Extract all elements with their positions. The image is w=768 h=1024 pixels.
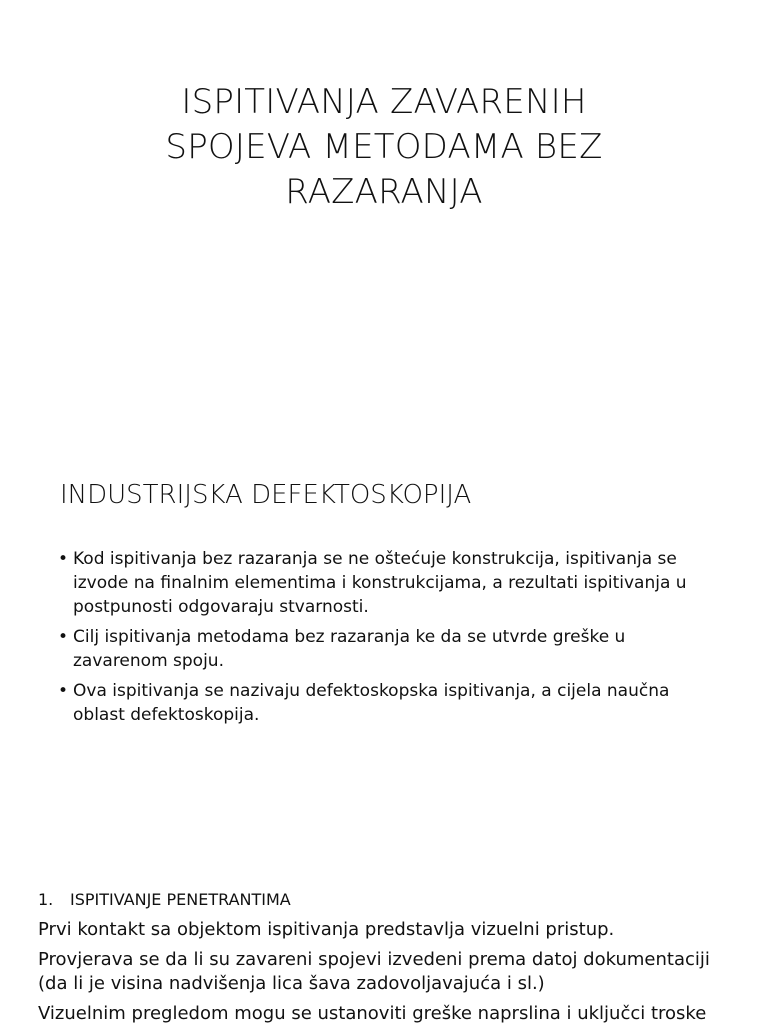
title-line-2: SPOJEVA METODAMA BEZ <box>165 127 603 167</box>
paragraph: Vizuelnim pregledom mogu se ustanoviti greške naprslina i uključci troske <box>38 1003 707 1024</box>
bullet-icon: • <box>58 627 69 647</box>
bullet-text: Cilj ispitivanja metodama bez razaranja ke da se utvrde greške u zavarenom spoju. <box>73 627 626 671</box>
section-number: 1. <box>38 890 54 909</box>
bullet-text: Kod ispitivanja bez razaranja se ne oštećuje konstrukcija, ispitivanja se izvode na finalnim elementima i konstrukcijama, a rezultati ispitivanja u postpunosti odgovaraju stvarnosti. <box>73 549 687 617</box>
paragraph: Provjerava se da li su zavareni spojevi izvedeni prema datoj dokumentaciji (da li je visina nadvišenja lica šava zadovoljavajuća i sl.) <box>38 949 710 994</box>
paragraph: Prvi kontakt sa objektom ispitivanja predstavlja vizuelni pristup. <box>38 919 615 940</box>
slide-penetranti <box>0 864 768 1024</box>
section-title: ISPITIVANJE PENETRANTIMA <box>70 890 291 909</box>
bullet-text: Ova ispitivanja se nazivaju defektoskopska ispitivanja, a cijela naučna oblast defektoskopija. <box>73 681 670 725</box>
slide-title <box>0 0 768 432</box>
slide-defektoskopija <box>0 432 768 864</box>
bullet-icon: • <box>58 681 69 701</box>
title-line-3: RAZARANJA <box>285 172 483 212</box>
bullet-list <box>58 547 718 733</box>
bullet-item <box>58 679 718 727</box>
title-line-1: ISPITIVANJA ZAVARENIH <box>181 82 587 122</box>
bullet-item <box>58 547 718 619</box>
section-heading <box>38 888 738 912</box>
slide-heading: INDUSTRIJSKA DEFEKTOSKOPIJA <box>60 480 472 510</box>
slide-body <box>38 888 738 1024</box>
presentation-title <box>84 80 684 215</box>
bullet-item <box>58 625 718 673</box>
bullet-icon: • <box>58 549 69 569</box>
